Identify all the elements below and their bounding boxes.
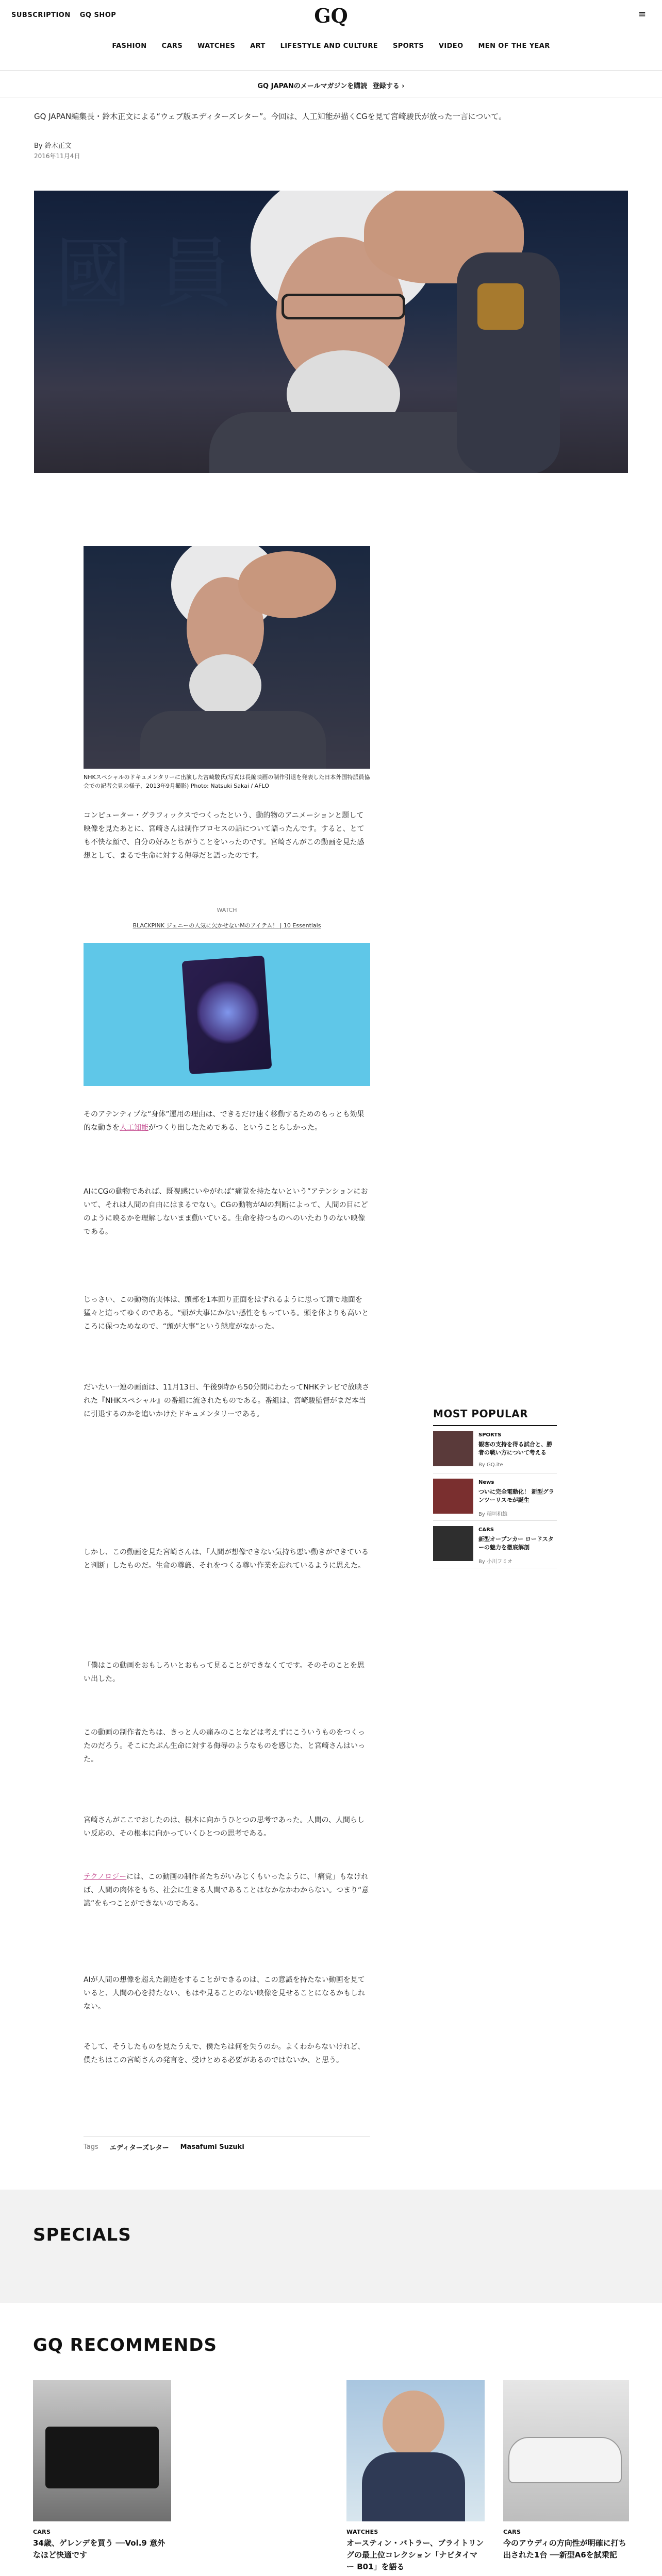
technology-link[interactable]: テクノロジー (84, 1873, 127, 1881)
caption-credit: Photo: Natsuki Sakai / AFLO (190, 783, 269, 789)
card-image (33, 2380, 171, 2521)
specials-heading: SPECIALS (33, 2225, 131, 2245)
specials-section (0, 2190, 662, 2303)
image-caption (84, 773, 370, 790)
car-shape (45, 2427, 159, 2488)
ad-label: WATCH (217, 907, 237, 913)
car-shape (508, 2437, 622, 2483)
popular-title[interactable]: 新型オープンカー ロードスターの魅力を徹底解剖 (478, 1536, 554, 1551)
background-kanji: 國 員 (55, 229, 234, 319)
popular-byline: By 稲垣和雄 (478, 1512, 507, 1517)
nav-item-lifestyle[interactable]: LIFESTYLE AND CULTURE (280, 42, 378, 50)
promo-text: GQ JAPANのメールマガジンを購読 (257, 82, 368, 90)
recommend-card[interactable] (33, 2380, 171, 2561)
paragraph: AIが人間の想像を超えた創造をすることができるのは、この意識を持たない動画を見ていると、人間の心を持たない、もはや見ることのない映像を見せることになるかもしれない。 (84, 1976, 365, 2011)
watch-shape (477, 283, 524, 330)
card-title[interactable]: 今のアウディの方向性が明確に打ち出された1台 ──新型A6を試乗記 (503, 2538, 626, 2560)
gq-logo[interactable]: GQ (314, 4, 348, 27)
tag-masafumi-suzuki[interactable]: Masafumi Suzuki (180, 2143, 244, 2151)
jacket-shape (362, 2452, 465, 2521)
tag-editors-letter[interactable]: エディターズレター (109, 2144, 169, 2152)
publish-date: 2016年11月4日 (34, 152, 80, 160)
paragraph-text: そのアテンティブな“身体”運用の理由は、できるだけ速く移動するためのもっとも効果的な動きを (84, 1110, 365, 1132)
gq-shop-link[interactable]: GQ SHOP (79, 11, 117, 19)
popular-category: SPORTS (478, 1432, 502, 1438)
person-shape (383, 2391, 444, 2458)
nav-item-watches[interactable]: WATCHES (197, 42, 236, 50)
paragraph-text: には、この動画の制作者たちがいみじくもいったように、「痛覚」もなければ、人間の肉体をもち、社会に生きる人間であることはなかなかわからない。つまり“意識”をもつことができないのである。 (84, 1873, 369, 1908)
paragraph: だいたい一連の画面は、11月13日、午後9時から50分間にわたってNHKテレビで放映された『NHKスペシャル』の番組に流されたものである。番組は、宮崎駿監督がまだ本当に引退するのかを追いかけたドキュメンタリーである。 (84, 1383, 370, 1418)
most-popular-heading: MOST POPULAR (433, 1408, 557, 1426)
byline[interactable]: By 鈴木正文 (34, 142, 72, 150)
paragraph (84, 1108, 370, 1134)
hand-shape (238, 551, 336, 618)
paragraph: しかし、この動画を見た宮崎さんは、「人間が想像できない気持ち悪い動きができていると判断」したものだ。生命の尊厳、それをつくる尊い作業を忘れているように思えた。 (84, 1548, 369, 1570)
beard-shape (189, 654, 261, 716)
product-sparkle (195, 977, 261, 1048)
nav-item-men-of-the-year[interactable]: MEN OF THE YEAR (478, 42, 550, 50)
top-bar (0, 0, 662, 31)
divider (0, 70, 662, 71)
popular-thumbnail (433, 1431, 473, 1466)
shirt-shape (209, 412, 498, 473)
recommends-heading: GQ RECOMMENDS (33, 2335, 217, 2355)
nav-item-video[interactable]: VIDEO (438, 42, 464, 50)
paragraph: この動画の制作者たちは、きっと人の痛みのことなどは考えずにこういうものをつくったのだろう。そこにたぶん生命に対する侮辱のようなものを感じた、と宮崎さんはいった。 (84, 1728, 365, 1764)
popular-category: CARS (478, 1527, 494, 1533)
article-lead: GQ JAPAN編集長・鈴木正文による“ウェブ版エディターズレター”。今回は、人工知能が描くCGを見て宮崎駿氏が放った一言について。 (34, 112, 507, 121)
popular-byline: By 小川フミオ (478, 1559, 512, 1565)
popular-item[interactable] (433, 1426, 557, 1473)
card-image (503, 2380, 629, 2521)
popular-item[interactable] (433, 1521, 557, 1568)
hero-image (34, 191, 628, 473)
nav-item-art[interactable]: ART (250, 42, 266, 50)
article-image (84, 546, 370, 769)
most-popular (433, 1408, 557, 1568)
paragraph: AIにCGの動物であれば、既視感にいやがれば“痛覚を持たないという”アテンションにおいて、それは人間の自由にはまるでない。CGの動物がAIの判断によって、人間の目にどのように映るかを理解しないまま動いている。生命を持つものへのいたわりのない映像である。 (84, 1188, 368, 1236)
card-category: CARS (503, 2529, 521, 2535)
hamburger-menu-icon[interactable]: ≡ (638, 9, 647, 20)
card-title[interactable]: オースティン・バトラー、ブライトリングの最上位コレクション「ナビタイマー B01」を語る (346, 2538, 484, 2571)
popular-thumbnail (433, 1526, 473, 1561)
nav-item-sports[interactable]: SPORTS (392, 42, 424, 50)
recommend-card[interactable] (503, 2380, 629, 2561)
nav-item-fashion[interactable]: FASHION (112, 42, 147, 50)
divider (84, 2136, 370, 2137)
card-image (346, 2380, 485, 2521)
main-nav (0, 42, 662, 50)
newsletter-promo (0, 80, 662, 90)
paragraph: 宮崎さんがここでおしたのは、根本に向かうひとつの思考であった。人間の、人間らしい反応の、その根本に向かっていくひとつの思考である。 (84, 1816, 365, 1838)
top-links (11, 11, 116, 19)
ai-link[interactable]: 人工知能 (120, 1124, 148, 1132)
popular-title[interactable]: ついに完全電動化！ 新型グランツーリスモが誕生 (478, 1488, 554, 1503)
popular-byline: By GQ.ite (478, 1462, 503, 1468)
video-ad[interactable] (84, 943, 370, 1086)
paragraph (84, 1870, 370, 1910)
popular-title[interactable]: 観客の支持を得る試合と、勝者の戦い方について考える (478, 1441, 552, 1456)
popular-category: News (478, 1480, 494, 1485)
card-category: CARS (33, 2529, 51, 2535)
shirt-shape (140, 711, 326, 769)
recommend-card[interactable] (346, 2380, 485, 2573)
caption-text: NHKスペシャルのドキュメンタリーに出演した宮崎駿氏(写真は長編映画の制作引退を発表した日本外国特派員協会での記者会見の様子、2013年9月撮影) (84, 774, 370, 789)
paragraph: 「僕はこの動画をおもしろいとおもって見ることができなくてです。そのそのことを思い出した。 (84, 1662, 365, 1683)
tags-label: Tags (84, 2143, 98, 2151)
popular-thumbnail (433, 1479, 473, 1514)
paragraph: コンピューター・グラフィックスでつくったという、動的物のアニメーションと題して映像を見たあとに、宮崎さんは制作プロセスの話について語ったんです。すると、とても不快な顔で、自分の好みとちがうことをいったのです。宮崎さんがこの動画を見た感想として、まるで生命に対する侮辱だと語ったのです。 (84, 811, 365, 860)
card-category: WATCHES (346, 2529, 378, 2535)
promo-subscribe-button[interactable]: 登録する › (372, 82, 405, 90)
ad-link[interactable]: BLACKPINK ジェニーの人気に欠かせないMのアイテム！ (133, 922, 278, 929)
nav-item-cars[interactable]: CARS (161, 42, 183, 50)
paragraph: そして、そうしたものを見たうえで、僕たちは何を失うのか。よくわからないけれど、僕たちはこの宮崎さんの発言を、受けとめる必要があるのではないか、と思う。 (84, 2043, 365, 2064)
ad-link-suffix[interactable]: | 10 Essentials (279, 922, 321, 929)
card-title[interactable]: 34歳、ゲレンデを買う ──Vol.9 意外なほど快適です (33, 2538, 166, 2560)
paragraph: じっさい、この動物的実体は、頭部を1本回り正面をはずれるように思って頭で地面を猛々と這ってゆくのである。“頭が大事にかない感性をもっている。頭を体よりも高いところに保つためなので、“頭が大事”という態度がなかった。 (84, 1296, 369, 1331)
subscription-link[interactable]: SUBSCRIPTION (11, 11, 71, 19)
glasses-shape (282, 294, 405, 319)
ad-link-line (84, 921, 370, 929)
tag-list (84, 2142, 244, 2152)
paragraph-text: がつくり出したためである、ということらしかった。 (148, 1124, 322, 1132)
popular-item[interactable] (433, 1473, 557, 1521)
